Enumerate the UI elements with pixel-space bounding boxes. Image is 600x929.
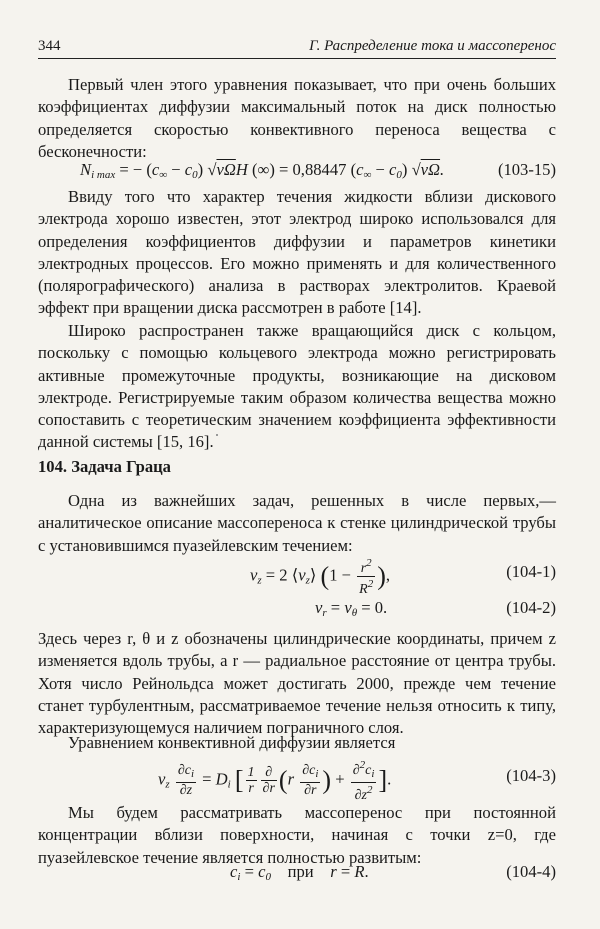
equation-104-2 (315, 598, 556, 628)
paragraph-6: Уравнением конвективной диффузии является (68, 733, 396, 752)
header-rule (38, 58, 556, 59)
equation-104-4-body: $c_i = c_0$ при r = R. (230, 862, 369, 883)
running-title: Г. Распределение тока и массоперенос (309, 38, 556, 54)
paragraph-2: Ввиду того что характер течения жидкости вблизи дискового электрода хорошо известен, этот электрод широко использовался для определения коэффициентов диффузии и параметров кинетики электродных процессов. Его можно применять и для количественного (полярографического) анализа в растворах электролитов. Краевой эффект при вращении диска рассмотрен в работе [14]. (38, 187, 556, 318)
equation-104-2-body: $v_r = v_\theta = 0$. (315, 598, 388, 619)
paragraph-4: Одна из важнейших задач, решенных в числе первых,— аналитическое описание массопереноса к стенке цилиндрической трубы с установившимся пуазейлевским течением: (38, 491, 556, 555)
equation-104-2-number: (104-2) (506, 598, 556, 617)
equation-104-4-word: при (287, 862, 314, 881)
equation-103-15-body: $N_{i max}$ = − $(c_\infty - c_0)$ √νΩH (∞) = 0,88447 $(c_\infty - c_0)$ √νΩ. (80, 160, 445, 181)
print-speck (216, 434, 218, 436)
paragraph-1: Первый член этого уравнения показывает, что при очень больших коэффициентах диффузии максимальный поток на диск полностью определяется скоростью конвективного переноса вещества с бесконечности: (38, 75, 556, 161)
equation-104-4 (230, 862, 556, 892)
page-number: 344 (38, 38, 61, 54)
equation-104-3-body: $v_z$ $\frac{\partial c_i}{\partial z}$ = $D_i$ [ $\frac{1}{r}$ $\frac{\partial}{\partial r}$ (r $\frac{\partial c_i}{\partial r}$ ) + $\frac{\partial^2c_i}{\partial z^2}$ ]. (158, 759, 392, 803)
equation-104-4-number: (104-4) (506, 862, 556, 881)
equation-104-1 (250, 554, 556, 597)
equation-104-3 (158, 756, 556, 803)
paragraph-3: Широко распространен также вращающийся диск с кольцом, поскольку с помощью кольцевого электрода можно регистрировать активные промежуточные продукты, возникающие на дисковом электроде. Регистрируемые таким образом количества вещества можно сопоставить с теоретическим значением коэффициента эффективности данной системы [15, 16]. (38, 321, 556, 452)
equation-104-1-number: (104-1) (506, 562, 556, 581)
paragraph-5: Здесь через r, θ и z обозначены цилиндрические координаты, причем z изменяется вдоль трубы, a r — радиальное расстояние от центра трубы. Хотя число Рейнольдса может достигать 2000, прежде чем течение станет турбулентным, рассматриваемое течение нельзя относить к типу, характеризующемуся наличием пограничного слоя. (38, 629, 556, 738)
equation-104-1-body: $v_z = 2$ $⟨v_z⟩$ (1 − $\frac{r^2}{R^2}$ ), (250, 557, 391, 597)
section-heading: 104. Задача Граца (38, 457, 171, 476)
running-header (38, 36, 556, 56)
equation-104-3-number: (104-3) (506, 766, 556, 785)
equation-103-15-number: (103-15) (497, 160, 556, 179)
paragraph-7: Мы будем рассматривать массоперенос при постоянной концентрации вблизи поверхности, начиная с точки z=0, где пуазейлевское течение является полностью развитым: (38, 803, 556, 867)
